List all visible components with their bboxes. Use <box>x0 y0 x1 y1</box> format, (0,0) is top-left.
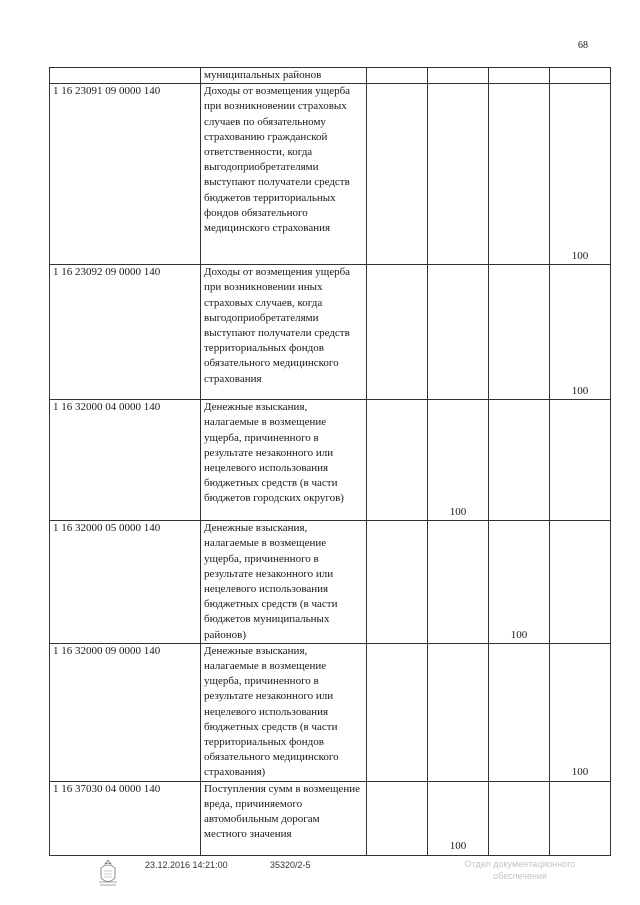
value-cell <box>367 68 428 84</box>
name-cell: Денежные взыскания, налагаемые в возмещение ущерба, причиненного в результате незаконного или нецелевого использования бюджетных средств (в части бюджетов муниципальных районов) <box>201 521 367 644</box>
code-cell: 1 16 37030 04 0000 140 <box>50 781 201 855</box>
value-cell <box>367 643 428 781</box>
value-cell <box>428 84 489 265</box>
table-row <box>50 643 611 781</box>
value-cell <box>550 781 611 855</box>
value-cell <box>428 265 489 400</box>
value-cell <box>489 643 550 781</box>
value-cell: 100 <box>428 781 489 855</box>
page-number: 68 <box>578 40 588 51</box>
value-cell <box>367 265 428 400</box>
footer-doc-number: 35320/2-5 <box>270 860 311 870</box>
code-cell: 1 16 32000 04 0000 140 <box>50 400 201 521</box>
name-cell: Денежные взыскания, налагаемые в возмещение ущерба, причиненного в результате незаконного или нецелевого использования бюджетных средств (в части территориальных фондов обязательного медицинского страхования) <box>201 643 367 781</box>
code-cell: 1 16 23092 09 0000 140 <box>50 265 201 400</box>
table-row <box>50 781 611 855</box>
footer-date: 23.12.2016 14:21:00 <box>145 860 228 870</box>
value-cell <box>550 68 611 84</box>
budget-table <box>49 67 611 856</box>
name-cell: Доходы от возмещения ущерба при возникновении иных страховых случаев, когда выгодоприобретателями выступают получатели средств территориальных фондов обязательного медицинского страхования <box>201 265 367 400</box>
value-cell <box>428 521 489 644</box>
table-row <box>50 265 611 400</box>
emblem-icon <box>95 858 121 888</box>
code-cell: 1 16 32000 09 0000 140 <box>50 643 201 781</box>
value-cell <box>489 400 550 521</box>
footer-department-stamp: Отдел документационного обеспечения <box>464 859 576 881</box>
value-cell <box>367 400 428 521</box>
value-cell: 100 <box>428 400 489 521</box>
value-cell <box>489 781 550 855</box>
value-cell <box>428 643 489 781</box>
code-cell: 1 16 32000 05 0000 140 <box>50 521 201 644</box>
value-cell: 100 <box>550 84 611 265</box>
table-row <box>50 84 611 265</box>
name-cell: Денежные взыскания, налагаемые в возмещение ущерба, причиненного в результате незаконного или нецелевого использования бюджетных средств (в части бюджетов городских округов) <box>201 400 367 521</box>
code-cell: 1 16 23091 09 0000 140 <box>50 84 201 265</box>
value-cell <box>428 68 489 84</box>
value-cell <box>367 521 428 644</box>
name-cell: Доходы от возмещения ущерба при возникновении страховых случаев по обязательному страхованию гражданской ответственности, когда выгодоприобретателями выступают получатели средств бюджетов территориальных фондов обязательного медицинского страхования <box>201 84 367 265</box>
name-cell: муниципальных районов <box>201 68 367 84</box>
value-cell <box>489 68 550 84</box>
table-row <box>50 521 611 644</box>
value-cell <box>367 84 428 265</box>
value-cell: 100 <box>550 643 611 781</box>
value-cell <box>550 521 611 644</box>
value-cell <box>489 84 550 265</box>
table-row <box>50 68 611 84</box>
value-cell <box>489 265 550 400</box>
value-cell: 100 <box>489 521 550 644</box>
table-row <box>50 400 611 521</box>
value-cell: 100 <box>550 265 611 400</box>
value-cell <box>550 400 611 521</box>
code-cell <box>50 68 201 84</box>
footer <box>0 858 640 898</box>
name-cell: Поступления сумм в возмещение вреда, причиняемого автомобильным дорогам местного значения <box>201 781 367 855</box>
value-cell <box>367 781 428 855</box>
